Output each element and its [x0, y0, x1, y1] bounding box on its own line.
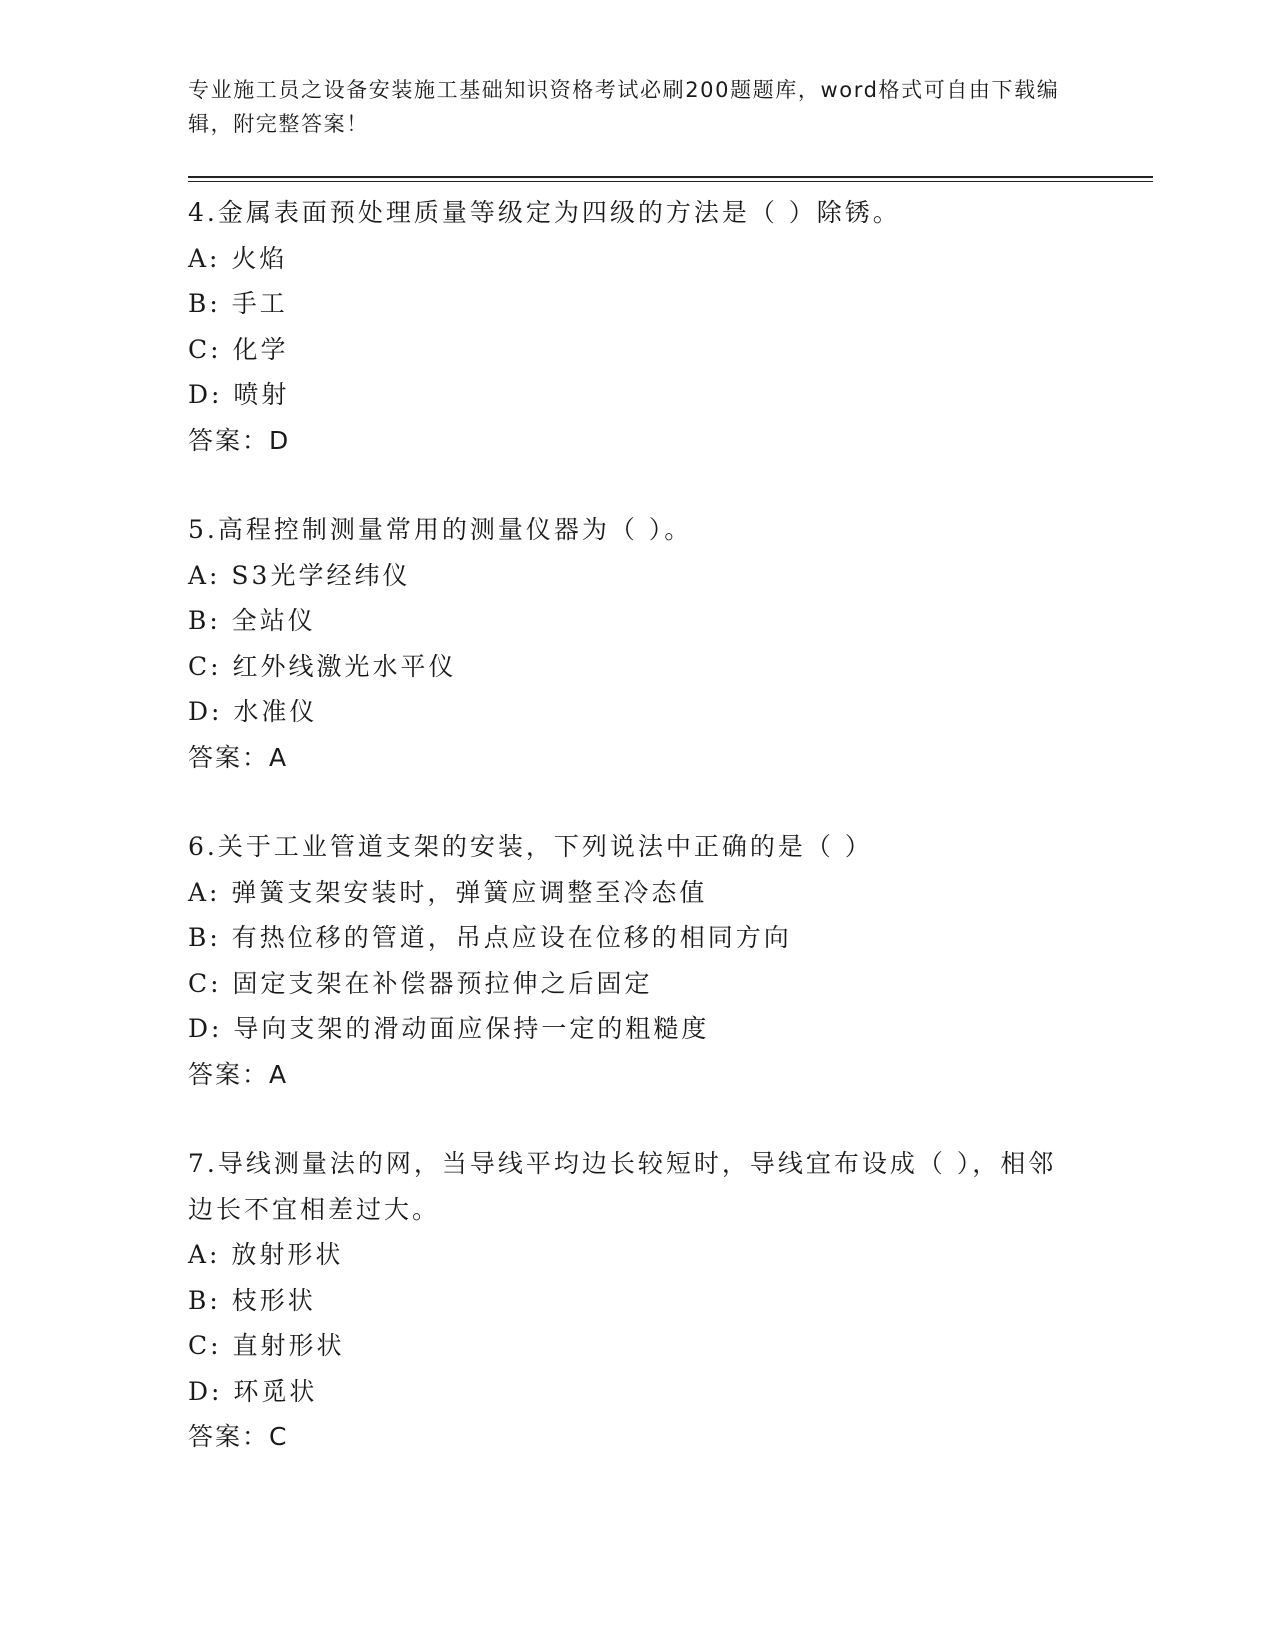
- option-d: D: 水准仪: [188, 697, 318, 726]
- option-c: C: 红外线激光水平仪: [188, 651, 457, 681]
- question-stem: 6.关于工业管道支架的安装，下列说法中正确的是（ ）: [188, 832, 873, 861]
- option-b: B: 有热位移的管道，吊点应设在位移的相同方向: [188, 923, 792, 952]
- question-list: [188, 190, 1088, 1504]
- option-d: D: 环觅状: [188, 1376, 318, 1406]
- header-divider-thick: [188, 176, 1153, 178]
- option-c: C: 固定支架在补偿器预拉伸之后固定: [188, 968, 653, 998]
- question-6: [188, 824, 1088, 1097]
- option-d: D: 导向支架的滑动面应保持一定的粗糙度: [188, 1014, 710, 1043]
- option-a: A: S3光学经纬仪: [188, 560, 411, 590]
- question-5: [188, 507, 1088, 780]
- option-a: A: 放射形状: [188, 1240, 344, 1269]
- answer-line: 答案：C: [188, 1422, 289, 1451]
- answer-line: 答案：A: [188, 1059, 289, 1089]
- option-c: C: 直射形状: [188, 1331, 345, 1360]
- option-d: D: 喷射: [188, 380, 290, 409]
- question-stem: 5.高程控制测量常用的测量仪器为（ ）。: [188, 515, 693, 544]
- option-c: C: 化学: [188, 334, 289, 364]
- option-a: A: 弹簧支架安装时，弹簧应调整至冷态值: [188, 877, 708, 907]
- option-b: B: 枝形状: [188, 1285, 316, 1315]
- option-b: B: 手工: [188, 289, 288, 318]
- question-7: [188, 1141, 1088, 1460]
- option-b: B: 全站仪: [188, 606, 316, 635]
- question-4: [188, 190, 1088, 463]
- header-divider-thin: [188, 181, 1153, 182]
- document-title: 专业施工员之设备安装施工基础知识资格考试必刷200题题库，word格式可自由下载编辑，附完整答案！: [188, 78, 1060, 136]
- option-a: A: 火焰: [188, 243, 288, 273]
- question-stem: 4.金属表面预处理质量等级定为四级的方法是（ ）除锈。: [188, 198, 901, 227]
- answer-line: 答案：A: [188, 742, 289, 772]
- answer-line: 答案：D: [188, 425, 291, 455]
- question-stem: 7.导线测量法的网，当导线平均边长较短时，导线宜布设成（ ），相邻边长不宜相差过大。: [188, 1149, 1057, 1224]
